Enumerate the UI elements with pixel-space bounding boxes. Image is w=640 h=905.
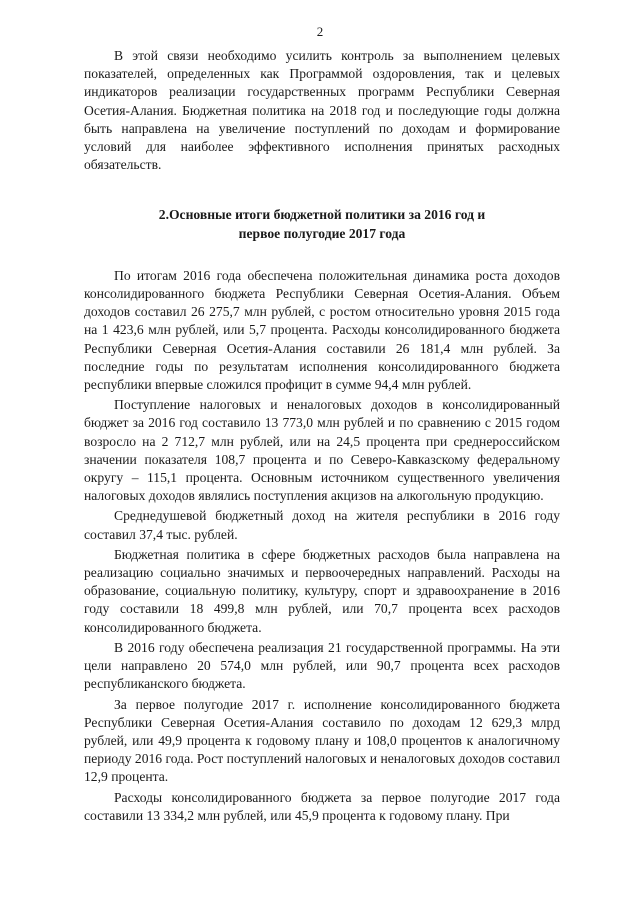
section-heading: [84, 206, 560, 242]
paragraph-state-programs: В 2016 году обеспечена реализация 21 государственной программы. На эти цели направлено 20 574,0 млн рублей, или 90,7 процента всех расходов республиканского бюджета.: [84, 639, 560, 692]
document-body: [84, 47, 560, 825]
paragraph-revenue-dynamics: По итогам 2016 года обеспечена положительная динамика роста доходов консолидированного бюджета Республики Северная Осетия-Алания. Объем доходов составил 26 275,7 млн рублей, с ростом относительно уровня 2015 года на 1 423,6 млн рублей, или 5,7 процента. Расходы консолидированного бюджета Республики Северная Осетия-Алания составили 26 181,4 млн рублей. За последние годы по результатам исполнения консолидированного бюджета республики впервые сложился профицит в сумме 94,4 млн рублей.: [84, 267, 560, 393]
paragraph-half-year-expenses: Расходы консолидированного бюджета за первое полугодие 2017 года составили 13 334,2 млн рублей, или 45,9 процента к годовому плану. При: [84, 789, 560, 823]
paragraph-tax-revenue: Поступление налоговых и неналоговых доходов в консолидированный бюджет за 2016 год составило 13 773,0 млн рублей и по сравнению с 2015 годом возросло на 2 712,7 млн рублей, или на 24,5 процента при среднероссийском значении показателя 108,7 процента и по Северо-Кавказскому федеральному округу – 115,1 процента. Основным источником существенного увеличения налоговых доходов являлись поступления акцизов на алкогольную продукцию.: [84, 397, 560, 504]
section-heading-line-2: первое полугодие 2017 года: [238, 225, 406, 241]
paragraph-per-capita-income: Среднедушевой бюджетный доход на жителя республики в 2016 году составил 37,4 тыс. рублей.: [84, 508, 560, 542]
paragraph-half-year-revenue: За первое полугодие 2017 г. исполнение консолидированного бюджета Республики Северная Осетия-Алания составило по доходам 12 629,3 млрд рублей, или 49,9 процента к годовому плану и 108,0 процентов к аналогичному периоду 2016 года. Рост поступлений налоговых и неналоговых доходов составил 12,9 процента.: [84, 696, 560, 785]
intro-paragraph: В этой связи необходимо усилить контроль за выполнением целевых показателей, определенных как Программой оздоровления, так и целевых индикаторов реализации государственных программ Республики Северная Осетия-Алания. Бюджетная политика на 2018 год и последующие годы должна быть направлена на увеличение поступлений по доходам и формирование условий для наиболее эффективного исполнения принятых расходных обязательств.: [84, 48, 560, 173]
section-heading-line-1: 2.Основные итоги бюджетной политики за 2016 год и: [158, 207, 486, 223]
paragraph-expenditure-policy: Бюджетная политика в сфере бюджетных расходов была направлена на реализацию социально значимых и первоочередных направлений. Расходы на образование, социальную политику, культуру, спорт и здравоохранение в 2016 году составили 18 499,8 млн рублей, или 70,7 процента всех расходов консолидированного бюджета.: [84, 546, 560, 635]
page-number: 2: [316, 24, 324, 39]
